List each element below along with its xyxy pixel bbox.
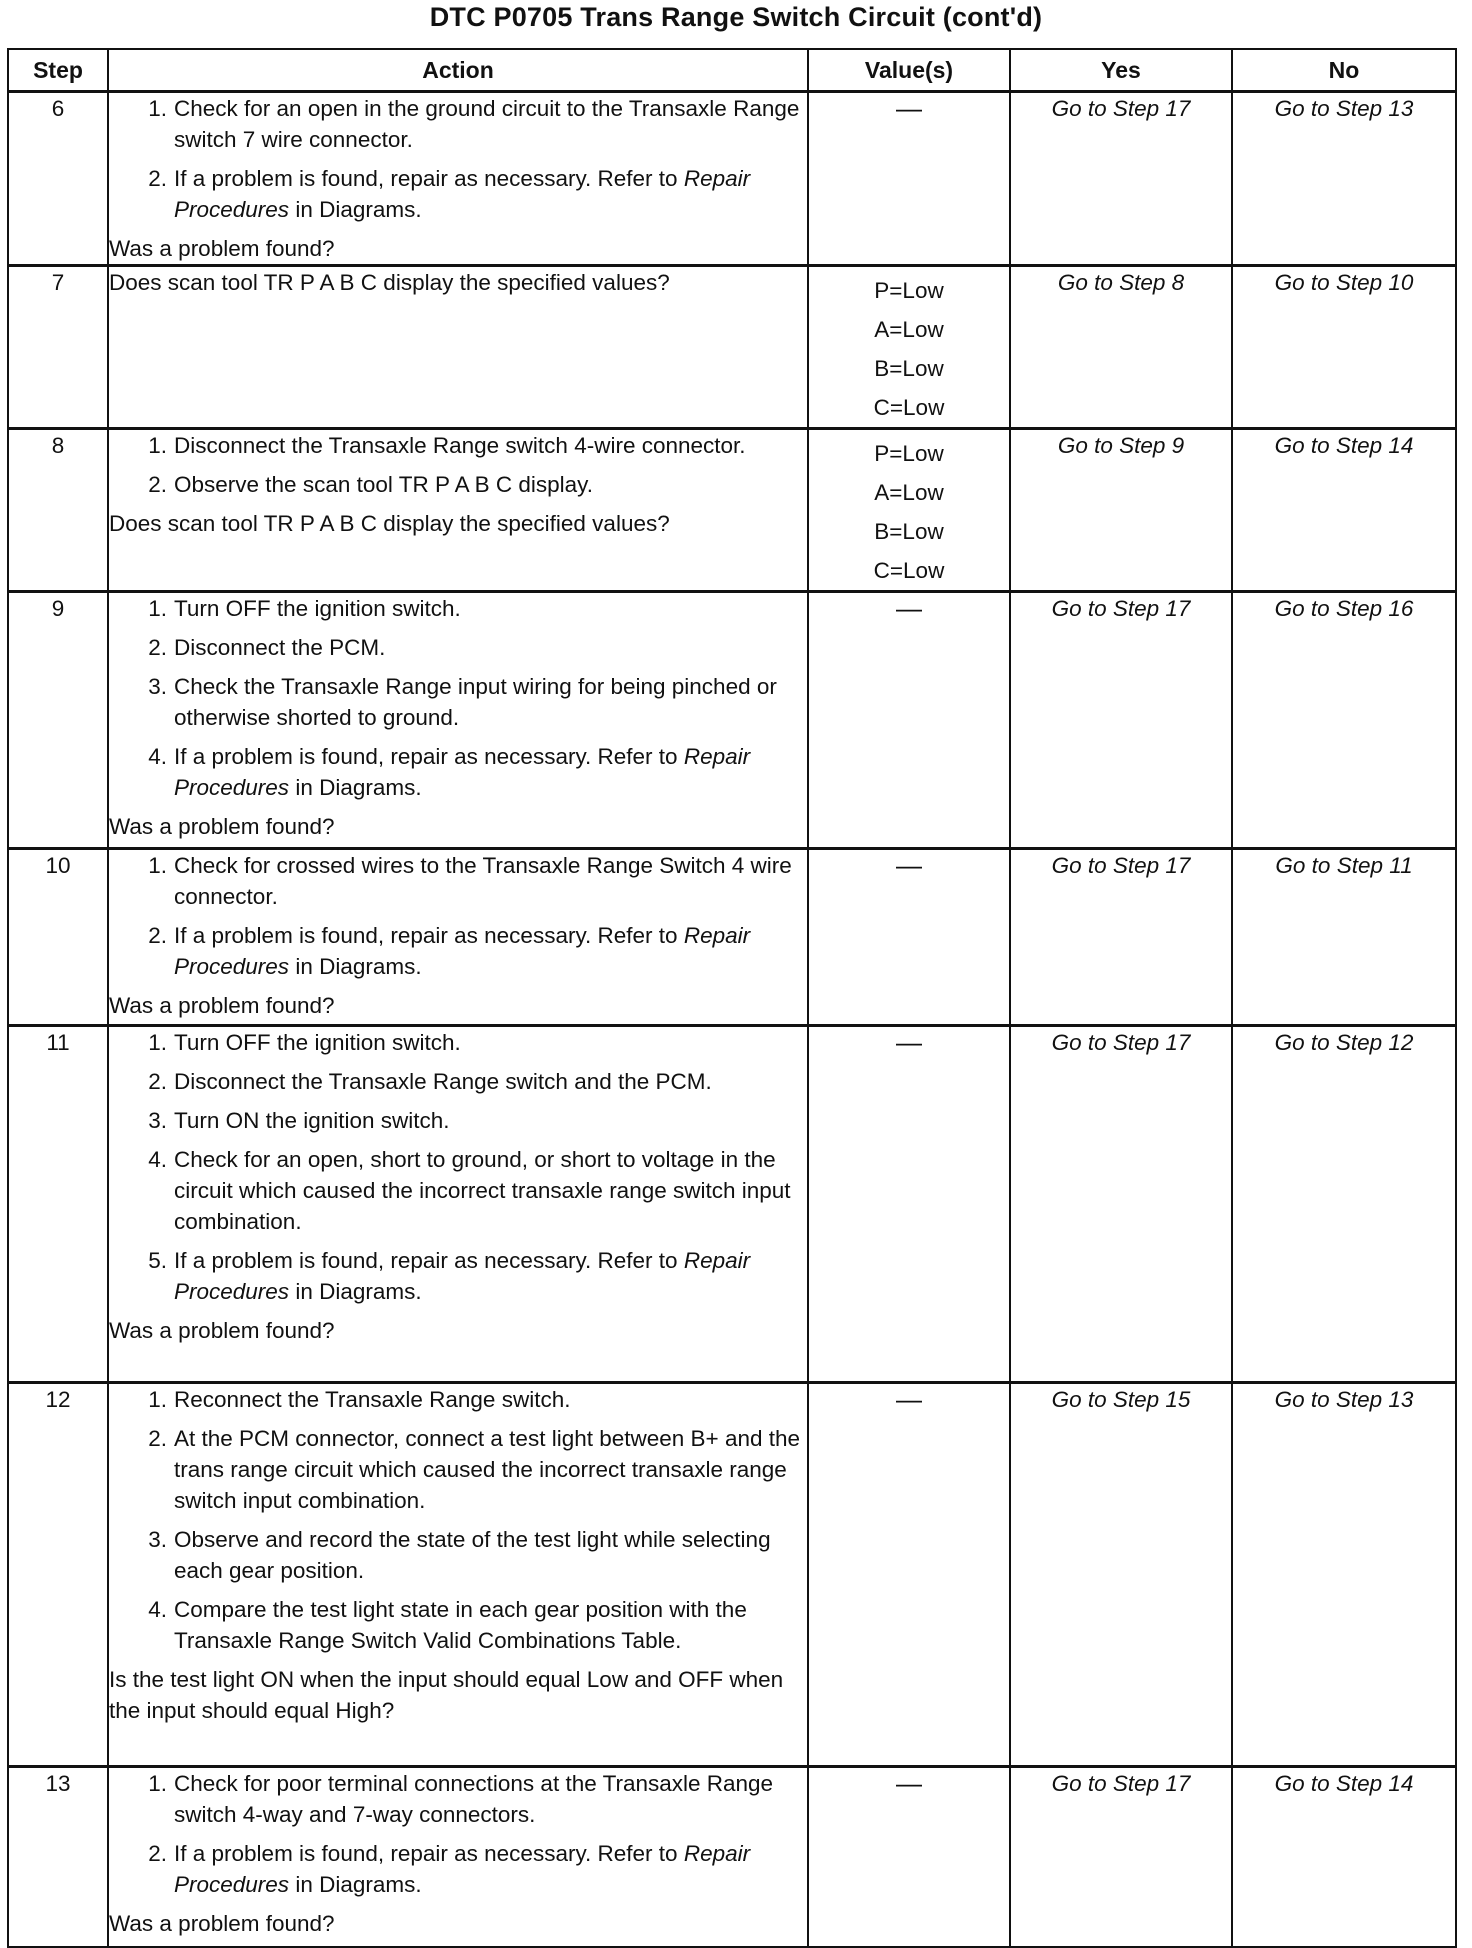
step-value <box>808 266 1010 429</box>
step-question: Was a problem found? <box>109 236 335 261</box>
step-value: — <box>808 1383 1010 1767</box>
action-item: 4. If a problem is found, repair as necessary. Refer to Repair Procedures in Diagrams. <box>148 744 751 800</box>
step-no: Go to Step 16 <box>1232 592 1456 849</box>
step-number: 13 <box>8 1767 108 1947</box>
header-yes: Yes <box>1010 49 1232 92</box>
header-values: Value(s) <box>808 49 1010 92</box>
value-line: P=Low <box>874 441 944 466</box>
action-item: 2. Disconnect the PCM. <box>148 635 386 660</box>
header-no: No <box>1232 49 1456 92</box>
action-item: 1. Reconnect the Transaxle Range switch. <box>148 1387 571 1412</box>
header-action: Action <box>108 49 808 92</box>
step-value: — <box>808 849 1010 1026</box>
step-question: Was a problem found? <box>109 1318 335 1343</box>
step-value: — <box>808 1767 1010 1947</box>
step-number: 7 <box>8 266 108 429</box>
step-question: Does scan tool TR P A B C display the specified values? <box>109 270 670 295</box>
action-item: 1. Turn OFF the ignition switch. <box>148 596 461 621</box>
step-number: 12 <box>8 1383 108 1767</box>
step-yes: Go to Step 17 <box>1010 849 1232 1026</box>
value-line: P=Low <box>874 278 944 303</box>
step-yes: Go to Step 17 <box>1010 1026 1232 1383</box>
action-item: 3. Turn ON the ignition switch. <box>148 1108 450 1133</box>
step-yes: Go to Step 17 <box>1010 592 1232 849</box>
step-action <box>108 1767 808 1947</box>
table-row-step-6 <box>8 92 1456 266</box>
action-item: 2. If a problem is found, repair as necessary. Refer to Repair Procedures in Diagrams. <box>148 1841 751 1897</box>
value-line: B=Low <box>874 519 944 544</box>
action-item: 2. Observe the scan tool TR P A B C display. <box>148 472 593 497</box>
step-value <box>808 429 1010 592</box>
table-row-step-13 <box>8 1767 1456 1947</box>
step-action <box>108 592 808 849</box>
action-item: 1. Check for an open in the ground circuit to the Transaxle Range switch 7 wire connector. <box>148 96 800 152</box>
step-action <box>108 1026 808 1383</box>
step-yes: Go to Step 17 <box>1010 92 1232 266</box>
step-question: Was a problem found? <box>109 1911 335 1936</box>
step-action <box>108 92 808 266</box>
table-row-step-9 <box>8 592 1456 849</box>
action-item: 3. Check the Transaxle Range input wiring for being pinched or otherwise shorted to ground. <box>148 674 777 730</box>
action-item: 1. Disconnect the Transaxle Range switch 4-wire connector. <box>148 433 746 458</box>
action-item: 2. If a problem is found, repair as necessary. Refer to Repair Procedures in Diagrams. <box>148 166 751 222</box>
step-question: Was a problem found? <box>109 993 335 1018</box>
step-action <box>108 266 808 429</box>
table-row-step-12 <box>8 1383 1456 1767</box>
step-no: Go to Step 11 <box>1232 849 1456 1026</box>
step-no: Go to Step 10 <box>1232 266 1456 429</box>
action-item: 2. If a problem is found, repair as necessary. Refer to Repair Procedures in Diagrams. <box>148 923 751 979</box>
header-step: Step <box>8 49 108 92</box>
table-row-step-10 <box>8 849 1456 1026</box>
step-value: — <box>808 592 1010 849</box>
table-row-step-11 <box>8 1026 1456 1383</box>
table-row-step-8 <box>8 429 1456 592</box>
step-number: 10 <box>8 849 108 1026</box>
table-row-step-7 <box>8 266 1456 429</box>
action-item: 4. Compare the test light state in each gear position with the Transaxle Range Switch Valid Combinations Table. <box>148 1597 747 1653</box>
value-line: B=Low <box>874 356 944 381</box>
step-no: Go to Step 14 <box>1232 429 1456 592</box>
step-value: — <box>808 92 1010 266</box>
step-number: 8 <box>8 429 108 592</box>
action-item: 1. Check for poor terminal connections at the Transaxle Range switch 4-way and 7-way connectors. <box>148 1771 774 1827</box>
step-number: 6 <box>8 92 108 266</box>
step-question: Was a problem found? <box>109 814 335 839</box>
step-number: 11 <box>8 1026 108 1383</box>
action-item: 1. Turn OFF the ignition switch. <box>148 1030 461 1055</box>
value-line: C=Low <box>873 558 945 583</box>
value-line: A=Low <box>874 317 944 342</box>
value-line: A=Low <box>874 480 944 505</box>
step-yes: Go to Step 9 <box>1010 429 1232 592</box>
step-number: 9 <box>8 592 108 849</box>
step-action <box>108 849 808 1026</box>
step-question: Is the test light ON when the input should equal Low and OFF when the input should equal High? <box>109 1667 784 1723</box>
step-no: Go to Step 12 <box>1232 1026 1456 1383</box>
action-item: 2. Disconnect the Transaxle Range switch and the PCM. <box>148 1069 712 1094</box>
step-action <box>108 1383 808 1767</box>
step-yes: Go to Step 17 <box>1010 1767 1232 1947</box>
value-line: C=Low <box>873 395 945 420</box>
step-yes: Go to Step 15 <box>1010 1383 1232 1767</box>
diagnostic-table <box>7 48 1457 1948</box>
step-action <box>108 429 808 592</box>
action-item: 3. Observe and record the state of the test light while selecting each gear position. <box>148 1527 771 1583</box>
step-no: Go to Step 13 <box>1232 92 1456 266</box>
action-item: 5. If a problem is found, repair as necessary. Refer to Repair Procedures in Diagrams. <box>148 1248 751 1304</box>
action-item: 2. At the PCM connector, connect a test light between B+ and the trans range circuit which caused the incorrect transaxle range switch input combination. <box>148 1426 801 1513</box>
step-value: — <box>808 1026 1010 1383</box>
step-no: Go to Step 13 <box>1232 1383 1456 1767</box>
step-no: Go to Step 14 <box>1232 1767 1456 1947</box>
action-item: 1. Check for crossed wires to the Transaxle Range Switch 4 wire connector. <box>148 853 792 909</box>
step-question: Does scan tool TR P A B C display the specified values? <box>109 511 670 536</box>
table-header-row <box>8 49 1456 92</box>
step-yes: Go to Step 8 <box>1010 266 1232 429</box>
action-item: 4. Check for an open, short to ground, or short to voltage in the circuit which caused the incorrect transaxle range switch input combination. <box>148 1147 791 1234</box>
page-title: DTC P0705 Trans Range Switch Circuit (cont'd) <box>429 2 1043 32</box>
